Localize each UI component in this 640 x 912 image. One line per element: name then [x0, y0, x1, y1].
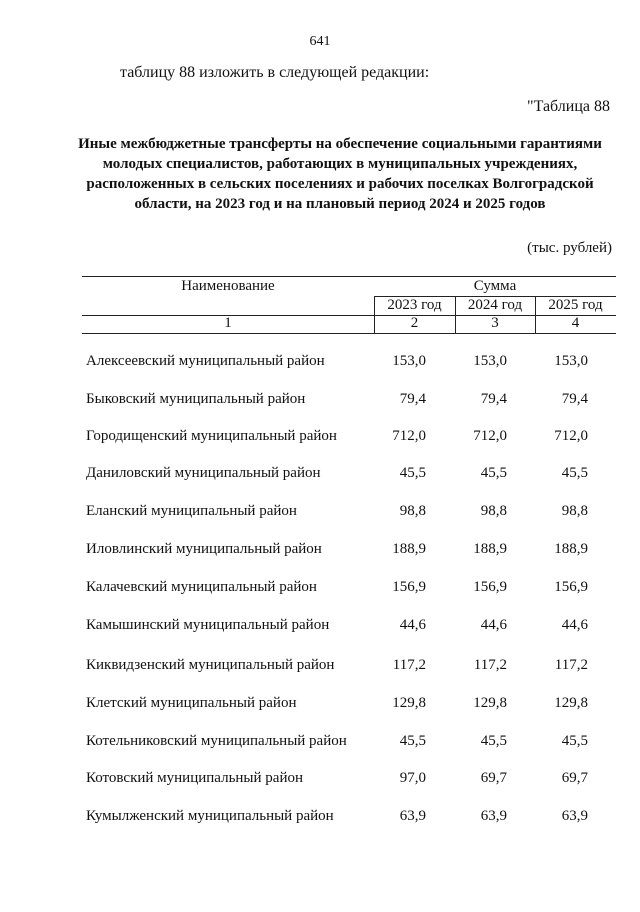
value-2025: 129,8: [554, 695, 588, 711]
col-number-1: 1: [224, 315, 232, 331]
table-title: Иные межбюджетные трансферты на обеспечение социальными гарантиями молодых специалистов, работающих в муниципальных учреждениях, расположенных в сельских поселениях и рабочих поселках Волгоградской области, на 2023 год и на плановый период 2024 и 2025 годов: [78, 136, 602, 212]
district-name: Киквидзенский муниципальный район: [86, 657, 335, 673]
district-name: Еланский муниципальный район: [86, 503, 297, 519]
district-name: Камышинский муниципальный район: [86, 617, 330, 633]
value-2024: 45,5: [480, 733, 507, 749]
table-row: [86, 428, 616, 450]
value-2024: 69,7: [480, 770, 507, 786]
table-row: [86, 465, 616, 487]
value-2023: 97,0: [399, 770, 426, 786]
header-year-2024: 2024 год: [467, 297, 523, 313]
value-2023: 188,9: [392, 541, 426, 557]
header-year-2025: 2025 год: [548, 297, 603, 313]
value-2025: 712,0: [554, 428, 588, 444]
value-2023: 98,8: [399, 503, 426, 519]
col-number-2: 2: [410, 315, 419, 331]
value-2023: 129,8: [392, 695, 426, 711]
value-2024: 188,9: [473, 541, 507, 557]
header-name: Наименование: [181, 278, 275, 294]
value-2024: 79,4: [480, 391, 507, 407]
value-2023: 45,5: [399, 465, 426, 481]
value-2024: 98,8: [480, 503, 507, 519]
header-bottom-border: [82, 333, 616, 334]
value-2025: 63,9: [561, 808, 588, 824]
district-name: Котельниковский муниципальный район: [86, 733, 347, 749]
header-top-border: [82, 276, 616, 277]
value-2025: 117,2: [554, 657, 588, 673]
table-row: [86, 579, 616, 601]
value-2025: 45,5: [561, 465, 588, 481]
value-2023: 712,0: [392, 428, 426, 444]
value-2024: 153,0: [473, 353, 507, 369]
value-2024: 156,9: [473, 579, 507, 595]
district-name: Алексеевский муниципальный район: [86, 353, 325, 369]
table-row: [86, 770, 616, 792]
value-2025: 156,9: [554, 579, 588, 595]
value-2024: 63,9: [480, 808, 507, 824]
district-name: Быковский муниципальный район: [86, 391, 306, 407]
col-number-3: 3: [491, 315, 499, 331]
table-row: [86, 617, 616, 639]
value-2024: 44,6: [480, 617, 507, 633]
table-row: [86, 541, 616, 563]
col-number-4: 4: [571, 315, 580, 331]
value-2025: 79,4: [561, 391, 588, 407]
table-row: [86, 657, 616, 679]
intro-text: таблицу 88 изложить в следующей редакции:: [120, 64, 430, 81]
district-name: Калачевский муниципальный район: [86, 579, 317, 595]
table-row: [86, 391, 616, 413]
district-name: Кумылженский муниципальный район: [86, 808, 334, 824]
value-2025: 188,9: [554, 541, 588, 557]
district-name: Клетский муниципальный район: [86, 695, 297, 711]
value-2024: 129,8: [473, 695, 507, 711]
value-2025: 153,0: [554, 353, 588, 369]
value-2023: 63,9: [399, 808, 426, 824]
value-2023: 45,5: [399, 733, 426, 749]
table-row: [86, 503, 616, 525]
value-2025: 45,5: [561, 733, 588, 749]
value-2024: 45,5: [480, 465, 507, 481]
value-2023: 117,2: [392, 657, 426, 673]
district-name: Котовский муниципальный район: [86, 770, 304, 786]
value-2024: 712,0: [473, 428, 507, 444]
value-2025: 69,7: [561, 770, 588, 786]
value-2023: 156,9: [392, 579, 426, 595]
value-2023: 153,0: [392, 353, 426, 369]
district-name: Даниловский муниципальный район: [86, 465, 321, 481]
value-2025: 98,8: [561, 503, 588, 519]
header-year-2023: 2023 год: [387, 297, 442, 313]
district-name: Иловлинский муниципальный район: [86, 541, 322, 557]
table-row: [86, 353, 616, 375]
header-sum: Сумма: [473, 278, 517, 294]
district-name: Городищенский муниципальный район: [86, 428, 337, 444]
table-row: [86, 808, 616, 830]
value-2023: 44,6: [399, 617, 426, 633]
units-label: (тыс. рублей): [527, 240, 612, 256]
table-reference: "Таблица 88: [527, 98, 610, 115]
table-row: [86, 695, 616, 717]
value-2024: 117,2: [473, 657, 507, 673]
table-row: [86, 733, 616, 755]
value-2023: 79,4: [399, 391, 426, 407]
page-number: 641: [309, 34, 331, 49]
value-2025: 44,6: [561, 617, 588, 633]
